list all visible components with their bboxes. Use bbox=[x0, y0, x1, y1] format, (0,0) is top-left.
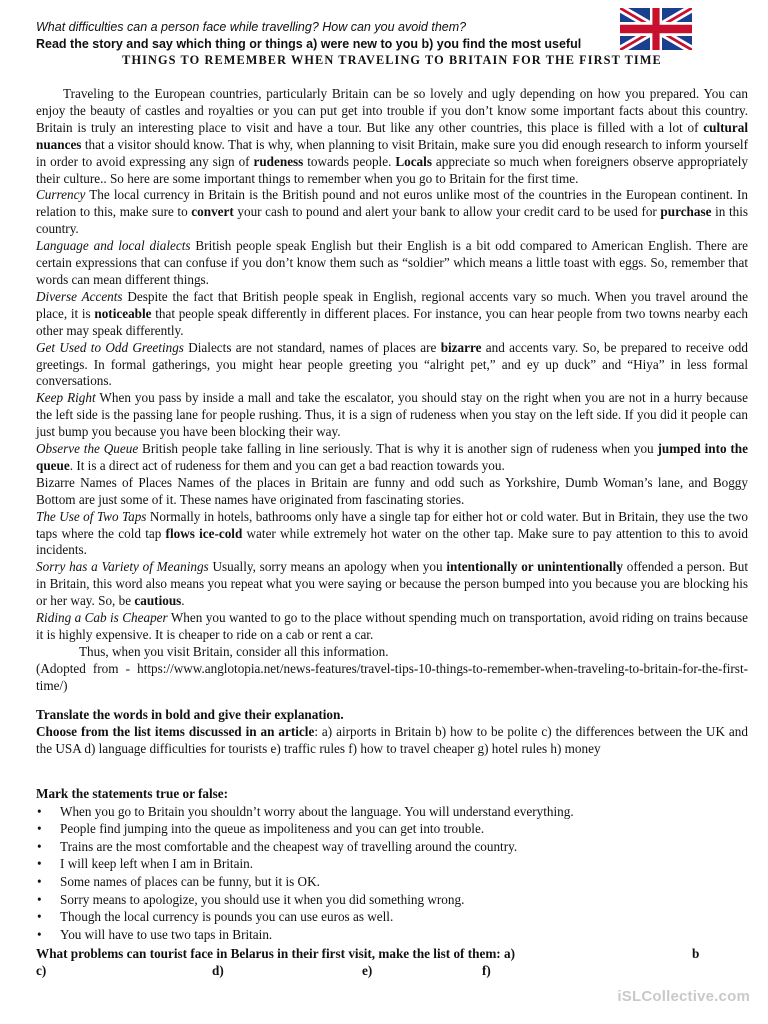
article-body bbox=[36, 86, 748, 695]
statement-item: • Trains are the most comfortable and the cheapest way of travelling around the country. bbox=[36, 838, 748, 856]
statement-item: • Some names of places can be funny, but it is OK. bbox=[36, 873, 748, 891]
blank-d-label: d) bbox=[212, 962, 224, 978]
blank-e-label: e) bbox=[362, 962, 373, 978]
statement-item: • Sorry means to apologize, you should use it when you did something wrong. bbox=[36, 891, 748, 909]
union-jack-flag bbox=[620, 8, 692, 50]
choose-task: Choose from the list items discussed in an article: a) airports in Britain b) how to be polite c) the differences between the UK and the USA d) language difficulties for tourists e) traffic rules f) how to travel cheaper g) hotel rules h) money bbox=[36, 723, 748, 756]
place-names-paragraph: Bizarre Names of Places Names of the places in Britain are funny and odd such as Yorkshire, Dumb Woman’s lane, and Boggy Bottom are just some of it. These names have originated from fascinating stories. bbox=[36, 474, 748, 507]
statement-item: • People find jumping into the queue as impoliteness and you can get into trouble. bbox=[36, 820, 748, 838]
keep-right-paragraph: Keep Right When you pass by inside a mall and take the escalator, you should stay on the right when you are not in a hurry because the left side is the passing lane for people rushing. Thus, it is a sign of rudeness when you stay on the left side. If you did it people can just bump you because you have been blocking their way. bbox=[36, 390, 748, 440]
blank-b-label: b bbox=[692, 946, 700, 961]
blank-c-label: c) bbox=[36, 962, 47, 978]
source-citation: (Adopted from - https://www.anglotopia.net/news-features/travel-tips-10-things-to-remember-when-traveling-to-britain-for-the-first-time/) bbox=[36, 660, 748, 693]
currency-paragraph: Currency The local currency in Britain is the British pound and not euros unlike most of the countries in the European continent. In relation to this, make sure to convert your cash to pound and alert your bank to allow your credit card to be used for purchase in this country. bbox=[36, 187, 749, 237]
two-taps-paragraph: The Use of Two Taps Normally in hotels, bathrooms only have a single tap for either hot or cold water. But in Britain, they use the two taps where the cold tap flows ice-cold water while extremely hot water on the other tap. Make sure to pay attention to this to avoid incidents. bbox=[36, 508, 749, 558]
greetings-paragraph: Get Used to Odd Greetings Dialects are not standard, names of places are bizarre and accents vary. So, be prepared to receive odd greetings. In formal gatherings, you might hear people greeting you “alright pet,” and ey up duck” and “Hiya” in less formal conversations. bbox=[36, 339, 748, 389]
queue-paragraph: Observe the Queue British people take falling in line seriously. That is why it is another sign of rudeness when you jumped into the queue. It is a direct act of rudeness for them and you can get a bad reaction towards you. bbox=[36, 441, 748, 473]
accents-paragraph: Diverse Accents Despite the fact that British people speak in English, regional accents vary so much. When you travel around the place, it is noticeable that people speak differently in different places. For instance, you can hear people from two towns nearby each other may speak differently. bbox=[36, 288, 748, 338]
true-false-section bbox=[36, 785, 748, 943]
belarus-task-text: What problems can tourist face in Belarus in their first visit, make the list of them: a) bbox=[36, 946, 515, 961]
tasks-block bbox=[36, 707, 748, 758]
statement-item: • Though the local currency is pounds you can use euros as well. bbox=[36, 908, 748, 926]
language-paragraph: Language and local dialects British people speak English but their English is a bit odd compared to American English. There are certain expressions that can confuse if you don’t know them such as “soldier” which means a little toast with eggs. So, remember that words can mean different things. bbox=[36, 238, 748, 287]
statement-item: • I will keep left when I am in Britain. bbox=[36, 855, 748, 873]
statement-item: • When you go to Britain you shouldn’t worry about the language. You will understand everything. bbox=[36, 803, 748, 821]
blank-f-label: f) bbox=[482, 962, 491, 978]
belarus-task bbox=[36, 946, 748, 980]
translate-task: Translate the words in bold and give their explanation. bbox=[36, 707, 344, 722]
intro-paragraph: Traveling to the European countries, particularly Britain can be so lovely and ugly depending on how you prepared. You can enjoy the beauty of castles and royalties or you can put get into trouble if you don’t know some important facts about this country. Britain is truly an interesting place to visit and have a tour. But like any other countries, this place is filled with a lot of cultural nuances that a visitor should know. That is why, when planning to visit Britain, make sure you did enough research to inform yourself in order to avoid expressing any sign of rudeness towards people. Locals appreciate so much when foreigners observe appropriately their culture.. So here are some important things to remember when you go to Britain for the first time. bbox=[36, 86, 748, 186]
sorry-paragraph: Sorry has a Variety of Meanings Usually, sorry means an apology when you intentionally or unintentionally offended a person. But in Britain, this word also means you repeat what you were saying or because the person bumped into you because you are blocking his or her way. So, be cautious. bbox=[36, 559, 749, 609]
conclusion-line: Thus, when you visit Britain, consider all this information. bbox=[79, 643, 389, 659]
warmup-question: What difficulties can a person face while travelling? How can you avoid them? bbox=[36, 20, 467, 34]
belarus-task-row-2 bbox=[36, 963, 748, 980]
islcollective-watermark: iSLCollective.com bbox=[617, 988, 750, 1005]
statement-item: • You will have to use two taps in Britain. bbox=[36, 926, 748, 944]
article-title: THINGS TO REMEMBER WHEN TRAVELING TO BRITAIN FOR THE FIRST TIME bbox=[122, 53, 662, 67]
true-false-heading: Mark the statements true or false: bbox=[36, 786, 229, 801]
belarus-task-row-1 bbox=[36, 946, 748, 963]
statement-list bbox=[36, 803, 748, 944]
reading-instruction: Read the story and say which thing or things a) were new to you b) you find the most useful bbox=[36, 37, 582, 51]
cab-paragraph: Riding a Cab is Cheaper When you wanted to go to the place without spending much on transportation, avoid riding on trains because it is highly expensive. It is cheaper to ride on a cab or rent a car. bbox=[36, 610, 748, 642]
